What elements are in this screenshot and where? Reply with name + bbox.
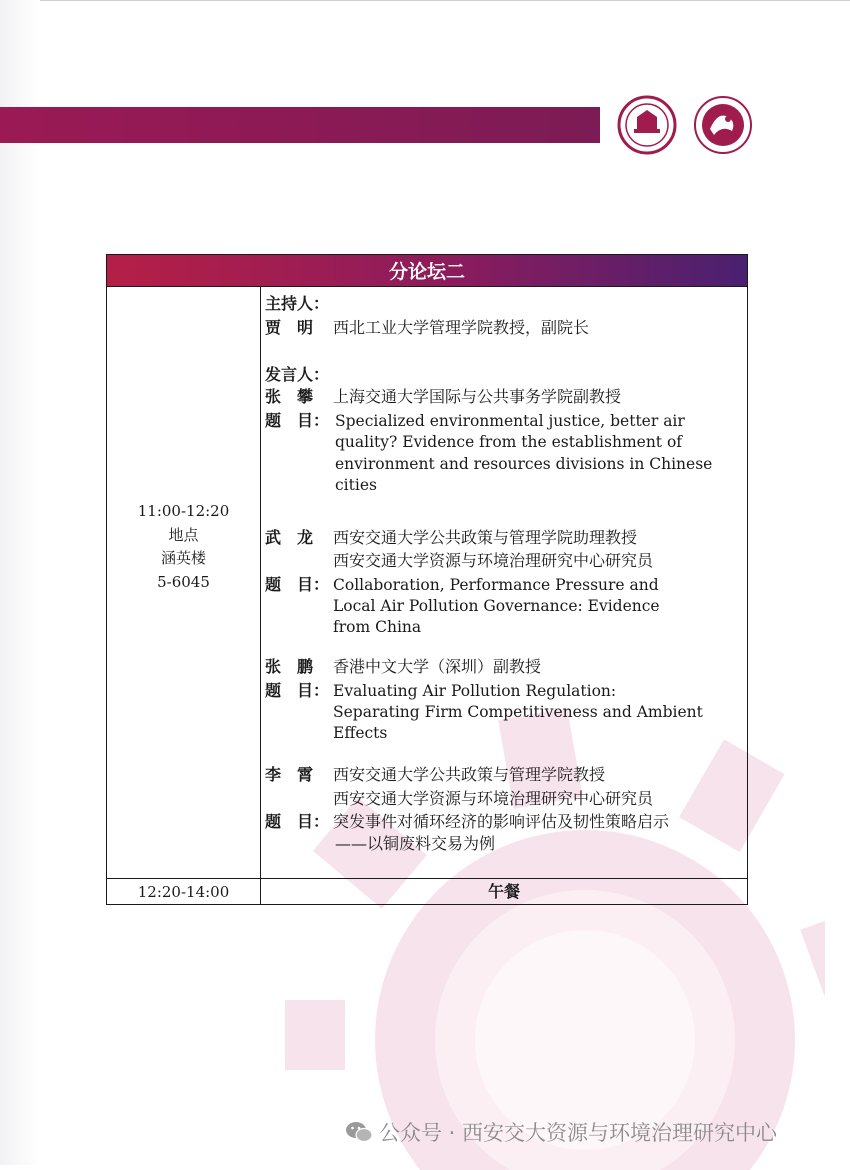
speaker-name: 武 龙 — [265, 528, 314, 547]
topic-label: 题 目： — [265, 411, 330, 430]
content-cell — [261, 286, 747, 878]
page-left-shade — [0, 0, 40, 1165]
topic-line: ——以铜废料交易为例 — [335, 834, 496, 853]
schedule-table — [106, 254, 748, 905]
speaker-name: 李 霄 — [265, 765, 314, 784]
xjtu-emblem-icon — [612, 95, 682, 155]
lunch-label: 午餐 — [487, 882, 520, 901]
topic-line: Specialized environmental justice, better air — [335, 412, 685, 430]
host-name: 贾 明 — [265, 318, 314, 337]
speaker-affiliation: 上海交通大学国际与公共事务学院副教授 — [333, 387, 622, 406]
topic-label: 题 目： — [265, 812, 330, 831]
lunch-time: 12:20-14:00 — [137, 883, 230, 901]
lunch-row — [107, 879, 747, 905]
topic-line: cities — [335, 476, 377, 494]
topic-line: Collaboration, Performance Pressure and — [333, 576, 659, 594]
topic-line: quality? Evidence from the establishment of — [335, 433, 683, 451]
topic-line: Effects — [333, 724, 388, 742]
speaker-name: 张 鹏 — [265, 657, 314, 676]
speaker-affiliation: 香港中文大学（深圳）副教授 — [333, 657, 542, 676]
host-affiliation: 西北工业大学管理学院教授，副院长 — [333, 318, 590, 337]
top-border-line — [0, 0, 850, 1]
speakers-section-label: 发言人： — [265, 365, 330, 384]
topic-line: Evaluating Air Pollution Regulation: — [333, 682, 617, 700]
header-banner — [0, 107, 600, 143]
center-emblem-icon — [688, 95, 758, 155]
room-number: 5-6045 — [157, 572, 210, 591]
session-row — [107, 286, 747, 879]
host-section-label: 主持人： — [265, 294, 330, 313]
speaker-affiliation: 西安交通大学公共政策与管理学院助理教授 — [333, 528, 638, 547]
footer-source — [345, 1117, 777, 1147]
topic-line: Local Air Pollution Governance: Evidence — [333, 597, 660, 615]
speaker-affiliation: 西安交通大学资源与环境治理研究中心研究员 — [333, 551, 654, 570]
speaker-affiliation: 西安交通大学资源与环境治理研究中心研究员 — [333, 789, 654, 808]
topic-label: 题 目： — [265, 681, 330, 700]
session-time: 11:00-12:20 — [137, 502, 230, 520]
wechat-icon — [345, 1120, 373, 1144]
footer-text: 公众号 · 西安交大资源与环境治理研究中心 — [379, 1121, 778, 1145]
time-slot-block — [107, 500, 260, 594]
time-cell — [107, 286, 261, 878]
session-title: 分论坛二 — [107, 255, 747, 287]
topic-label: 题 目： — [265, 575, 330, 594]
topic-line: from China — [333, 618, 422, 636]
speaker-name: 张 攀 — [265, 387, 314, 406]
speaker-affiliation: 西安交通大学公共政策与管理学院教授 — [333, 765, 606, 784]
lunch-time-cell — [107, 879, 261, 905]
topic-line: 突发事件对循环经济的影响评估及韧性策略启示 — [333, 812, 670, 831]
topic-line: environment and resources divisions in Chinese — [335, 455, 713, 473]
topic-line: Separating Firm Competitiveness and Ambient — [333, 703, 703, 721]
building-name: 涵英楼 — [160, 549, 206, 567]
place-label: 地点 — [168, 525, 199, 544]
